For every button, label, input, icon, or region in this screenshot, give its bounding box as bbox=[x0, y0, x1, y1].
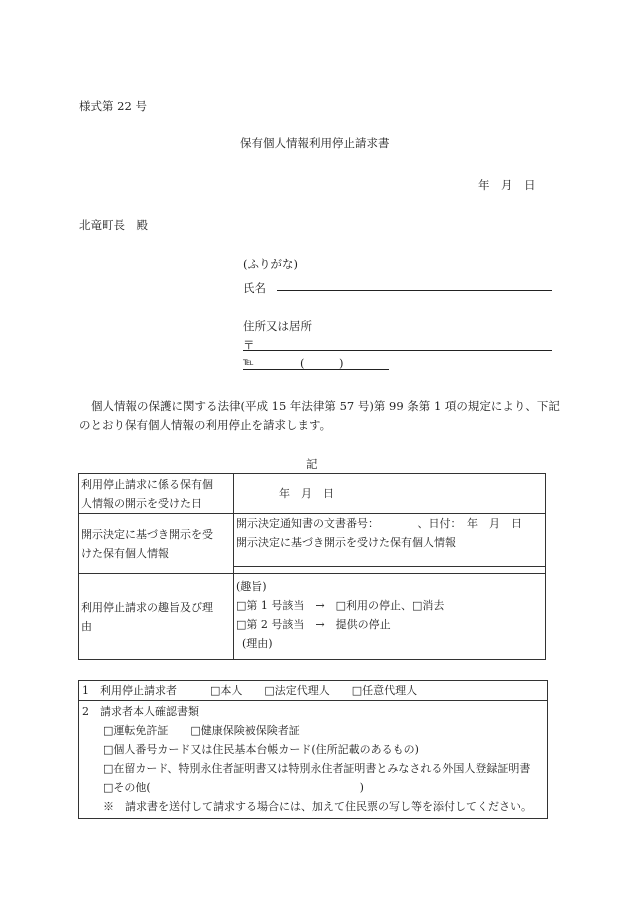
purpose-heading: (趣旨) bbox=[236, 580, 267, 593]
requester-info-box bbox=[78, 680, 548, 819]
body-line-2: のとおり保有個人情報の利用停止を請求します。 bbox=[79, 418, 332, 432]
mail-note: ※ 請求書を送付して請求する場合には、加えて住民票の写し等を添付してください。 bbox=[103, 800, 532, 813]
disclosed-info-label-cell bbox=[79, 514, 234, 574]
id-doc-license[interactable]: □運転免許証 □健康保険被保険者証 bbox=[103, 724, 300, 737]
body-line-1: 個人情報の保護に関する法律(平成 15 年法律第 57 号)第 99 条第 1 項の規定により、下記 bbox=[91, 399, 560, 413]
disclosure-date-value[interactable]: 年 月 日 bbox=[234, 474, 546, 514]
disclosed-info-label-b: けた保有個人情報 bbox=[81, 546, 169, 560]
purpose-reason-label-a: 利用停止請求の趣旨及び理 bbox=[81, 600, 213, 614]
name-field[interactable] bbox=[277, 290, 552, 291]
tel-field[interactable] bbox=[243, 369, 389, 370]
date-line: 年 月 日 bbox=[478, 178, 536, 192]
disclosure-date-label-cell bbox=[79, 474, 234, 514]
disclosure-date-label-b: 人情報の開示を受けた日 bbox=[81, 496, 202, 510]
id-documents-section bbox=[79, 701, 547, 818]
postal-mark: 〒 bbox=[243, 338, 255, 352]
item1-option[interactable]: □第 1 号該当 → □利用の停止、□消去 bbox=[236, 599, 445, 612]
disclosed-info-label-a: 開示決定に基づき開示を受 bbox=[81, 527, 213, 541]
ki-heading: 記 bbox=[306, 457, 318, 471]
form-number: 様式第 22 号 bbox=[79, 99, 147, 113]
page-title: 保有個人情報利用停止請求書 bbox=[240, 136, 390, 150]
notice-number-line: 開示決定通知書の文書番号： 、日付： 年 月 日 bbox=[236, 517, 522, 530]
reason-heading: (理由) bbox=[242, 637, 273, 650]
disclosed-info-cell[interactable] bbox=[234, 514, 546, 574]
purpose-reason-label-b: 由 bbox=[81, 619, 92, 633]
item2-option[interactable]: □第 2 号該当 → 提供の停止 bbox=[236, 618, 391, 631]
id-documents-heading: 2 請求者本人確認書類 bbox=[82, 705, 199, 718]
purpose-reason-cell[interactable] bbox=[234, 574, 546, 660]
id-doc-other[interactable]: □その他( ) bbox=[103, 781, 364, 794]
addressee: 北竜町長 殿 bbox=[79, 218, 148, 232]
id-doc-mynumber[interactable]: □個人番号カード又は住民基本台帳カード(住所記載のあるもの) bbox=[103, 743, 419, 756]
furigana-label: (ふりがな) bbox=[243, 257, 298, 271]
request-table bbox=[78, 473, 546, 660]
disclosed-info-line: 開示決定に基づき開示を受けた保有個人情報 bbox=[236, 536, 456, 549]
disclosure-date-label-a: 利用停止請求に係る保有個 bbox=[81, 477, 213, 491]
tel-parens: ( ) bbox=[300, 356, 344, 370]
requester-type-row[interactable]: 1 利用停止請求者 □本人 □法定代理人 □任意代理人 bbox=[79, 681, 547, 701]
name-label: 氏名 bbox=[243, 281, 266, 295]
id-doc-residence-card[interactable]: □在留カード、特別永住者証明書又は特別永住者証明書とみなされる外国人登録証明書 bbox=[103, 762, 531, 775]
inner-divider bbox=[234, 552, 545, 567]
purpose-reason-label-cell bbox=[79, 574, 234, 660]
address-field[interactable] bbox=[243, 350, 552, 351]
address-label: 住所又は居所 bbox=[243, 319, 312, 333]
tel-label: ℡ bbox=[243, 357, 254, 368]
